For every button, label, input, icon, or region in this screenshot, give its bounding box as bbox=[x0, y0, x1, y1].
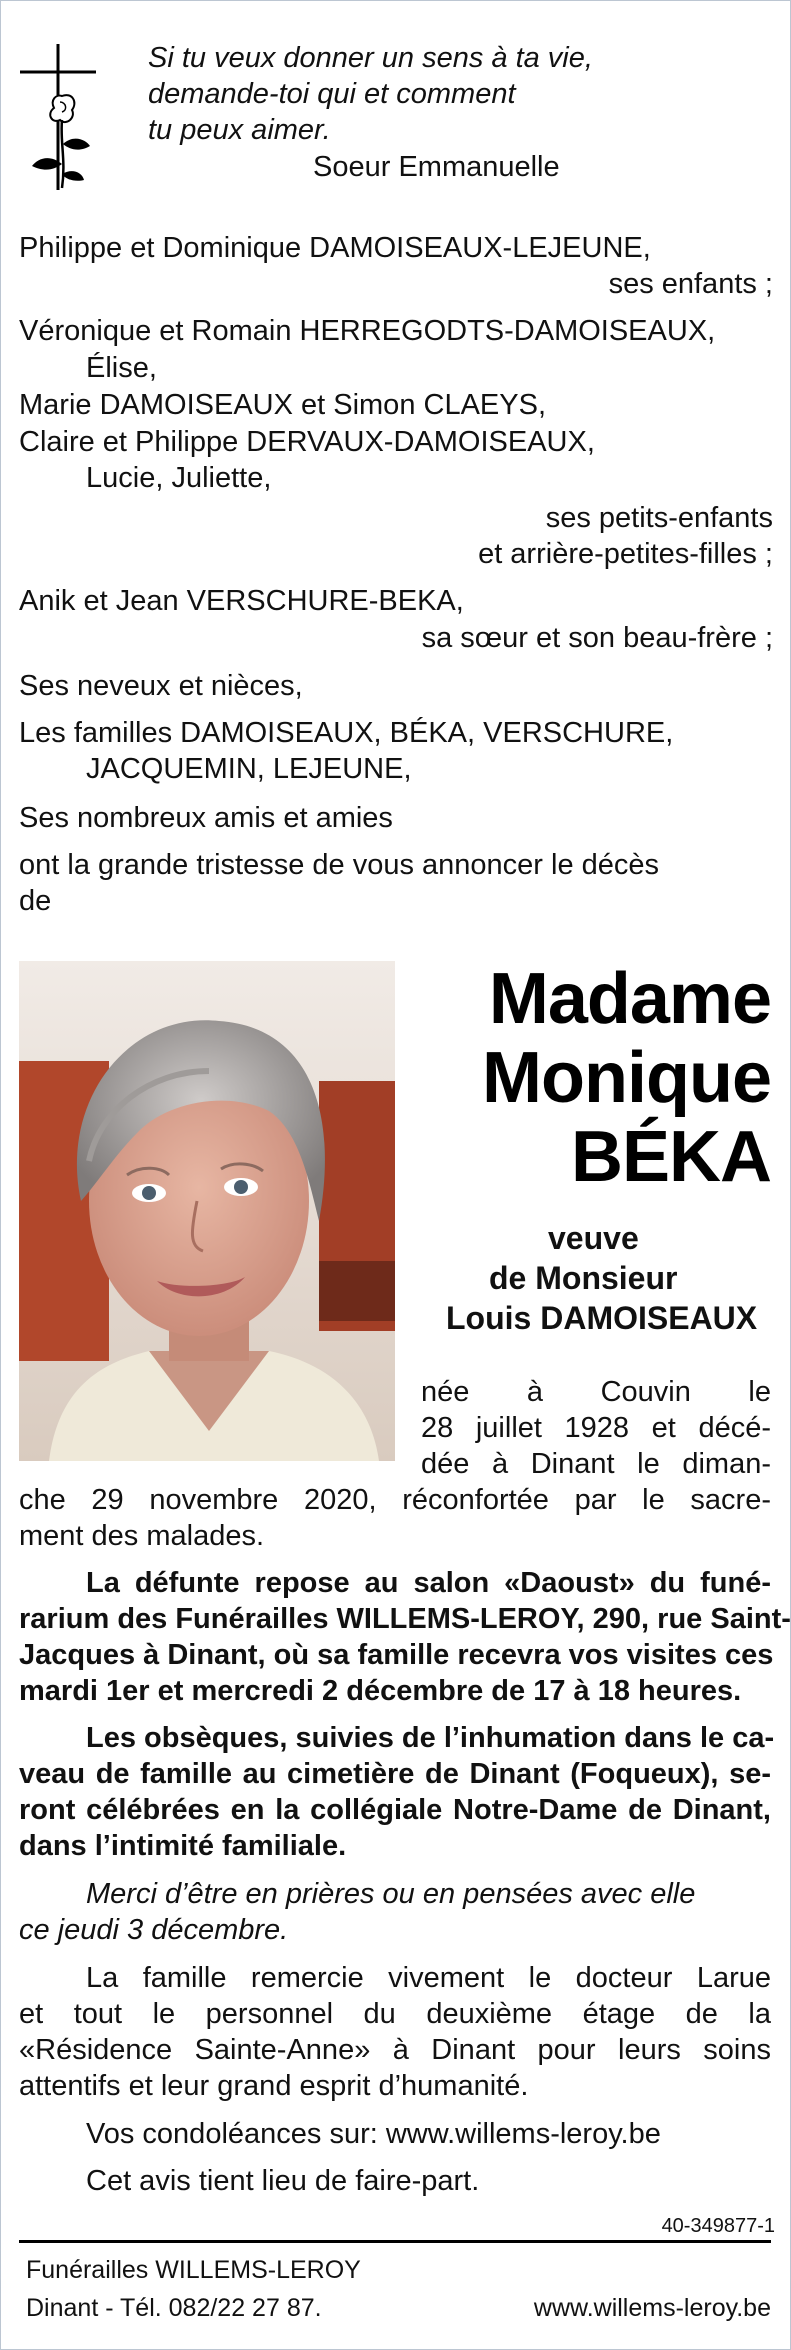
obseques-line: veau de famille au cimetière de Dinant (Foqueux), se- bbox=[19, 1758, 771, 1790]
bio-line: 28 juillet 1928 et décé- bbox=[421, 1412, 771, 1444]
bio-line: ment des malades. bbox=[19, 1520, 265, 1552]
widow-line: de Monsieur bbox=[489, 1260, 678, 1296]
family-relation: ses petits-enfants bbox=[545, 502, 773, 534]
thanks-line: La famille remercie vivement le docteur Larue bbox=[86, 1962, 771, 1994]
reference-number: 40-349877-1 bbox=[661, 2215, 775, 2237]
condolences-text: Vos condoléances sur: www.willems-leroy.be bbox=[86, 2118, 661, 2150]
family-relation: et arrière-petites-filles ; bbox=[478, 538, 773, 570]
family-relation: ses enfants ; bbox=[608, 268, 773, 300]
thanks-line: attentifs et leur grand esprit d’humanité. bbox=[19, 2070, 529, 2102]
family-line: ont la grande tristesse de vous annoncer le décès bbox=[19, 849, 660, 881]
family-line: Lucie, Juliette, bbox=[86, 462, 272, 494]
bio-line: che 29 novembre 2020, réconfortée par le sacre- bbox=[19, 1484, 771, 1516]
thanks-line: et tout le personnel du deuxième étage de la bbox=[19, 1998, 771, 2030]
family-line: Ses nombreux amis et amies bbox=[19, 802, 393, 834]
widow-line: veuve bbox=[548, 1220, 639, 1256]
bio-line: dée à Dinant le diman- bbox=[421, 1448, 771, 1480]
company-address-phone: Dinant - Tél. 082/22 27 87. bbox=[26, 2294, 322, 2322]
thanks-line: «Résidence Sainte-Anne» à Dinant pour leurs soins bbox=[19, 2034, 771, 2066]
merci-line: Merci d’être en prières ou en pensées avec elle bbox=[86, 1878, 696, 1910]
obseques-line: Les obsèques, suivies de l’inhumation dans le ca- bbox=[86, 1722, 775, 1754]
family-line: JACQUEMIN, LEJEUNE, bbox=[86, 753, 412, 785]
merci-line: ce jeudi 3 décembre. bbox=[19, 1914, 289, 1946]
family-line: Véronique et Romain HERREGODTS-DAMOISEAUX, bbox=[19, 315, 716, 347]
quote-author: Soeur Emmanuelle bbox=[313, 151, 560, 183]
deceased-last-name: BÉKA bbox=[570, 1117, 771, 1197]
repose-line: rarium des Funérailles WILLEMS-LEROY, 290, rue Saint- bbox=[19, 1603, 791, 1635]
family-line: de bbox=[19, 885, 52, 917]
family-line: Ses neveux et nièces, bbox=[19, 670, 303, 702]
family-line: Les familles DAMOISEAUX, BÉKA, VERSCHURE, bbox=[19, 717, 674, 749]
family-relation: sa sœur et son beau-frère ; bbox=[421, 622, 773, 654]
family-line: Philippe et Dominique DAMOISEAUX-LEJEUNE, bbox=[19, 232, 651, 264]
family-line: Claire et Philippe DERVAUX-DAMOISEAUX, bbox=[19, 426, 595, 458]
quote-line: tu peux aimer. bbox=[148, 114, 331, 146]
quote-line: demande-toi qui et comment bbox=[148, 78, 516, 110]
family-line: Marie DAMOISEAUX et Simon CLAEYS, bbox=[19, 389, 546, 421]
obseques-line: ront célébrées en la collégiale Notre-Dame de Dinant, bbox=[19, 1794, 771, 1826]
quote-line: Si tu veux donner un sens à ta vie, bbox=[148, 42, 593, 74]
family-line: Anik et Jean VERSCHURE-BEKA, bbox=[19, 585, 464, 617]
footer-divider bbox=[19, 2240, 771, 2243]
deceased-title: Madame bbox=[488, 959, 771, 1039]
widow-line: Louis DAMOISEAUX bbox=[446, 1300, 758, 1336]
cross-rose-icon bbox=[16, 42, 100, 192]
funeral-company: Funérailles WILLEMS-LEROY bbox=[26, 2256, 361, 2284]
repose-line: Jacques à Dinant, où sa famille recevra vos visites ces bbox=[19, 1639, 774, 1671]
repose-line: La défunte repose au salon «Daoust» du funé- bbox=[86, 1567, 771, 1599]
portrait-photo bbox=[19, 961, 395, 1461]
faire-part-text: Cet avis tient lieu de faire-part. bbox=[86, 2165, 480, 2197]
obseques-line: dans l’intimité familiale. bbox=[19, 1830, 347, 1862]
repose-line: mardi 1er et mercredi 2 décembre de 17 à 18 heures. bbox=[19, 1675, 742, 1707]
bio-line: née à Couvin le bbox=[421, 1376, 771, 1408]
family-line: Élise, bbox=[86, 352, 157, 384]
company-website[interactable]: www.willems-leroy.be bbox=[533, 2294, 771, 2322]
deceased-first-name: Monique bbox=[482, 1038, 771, 1118]
